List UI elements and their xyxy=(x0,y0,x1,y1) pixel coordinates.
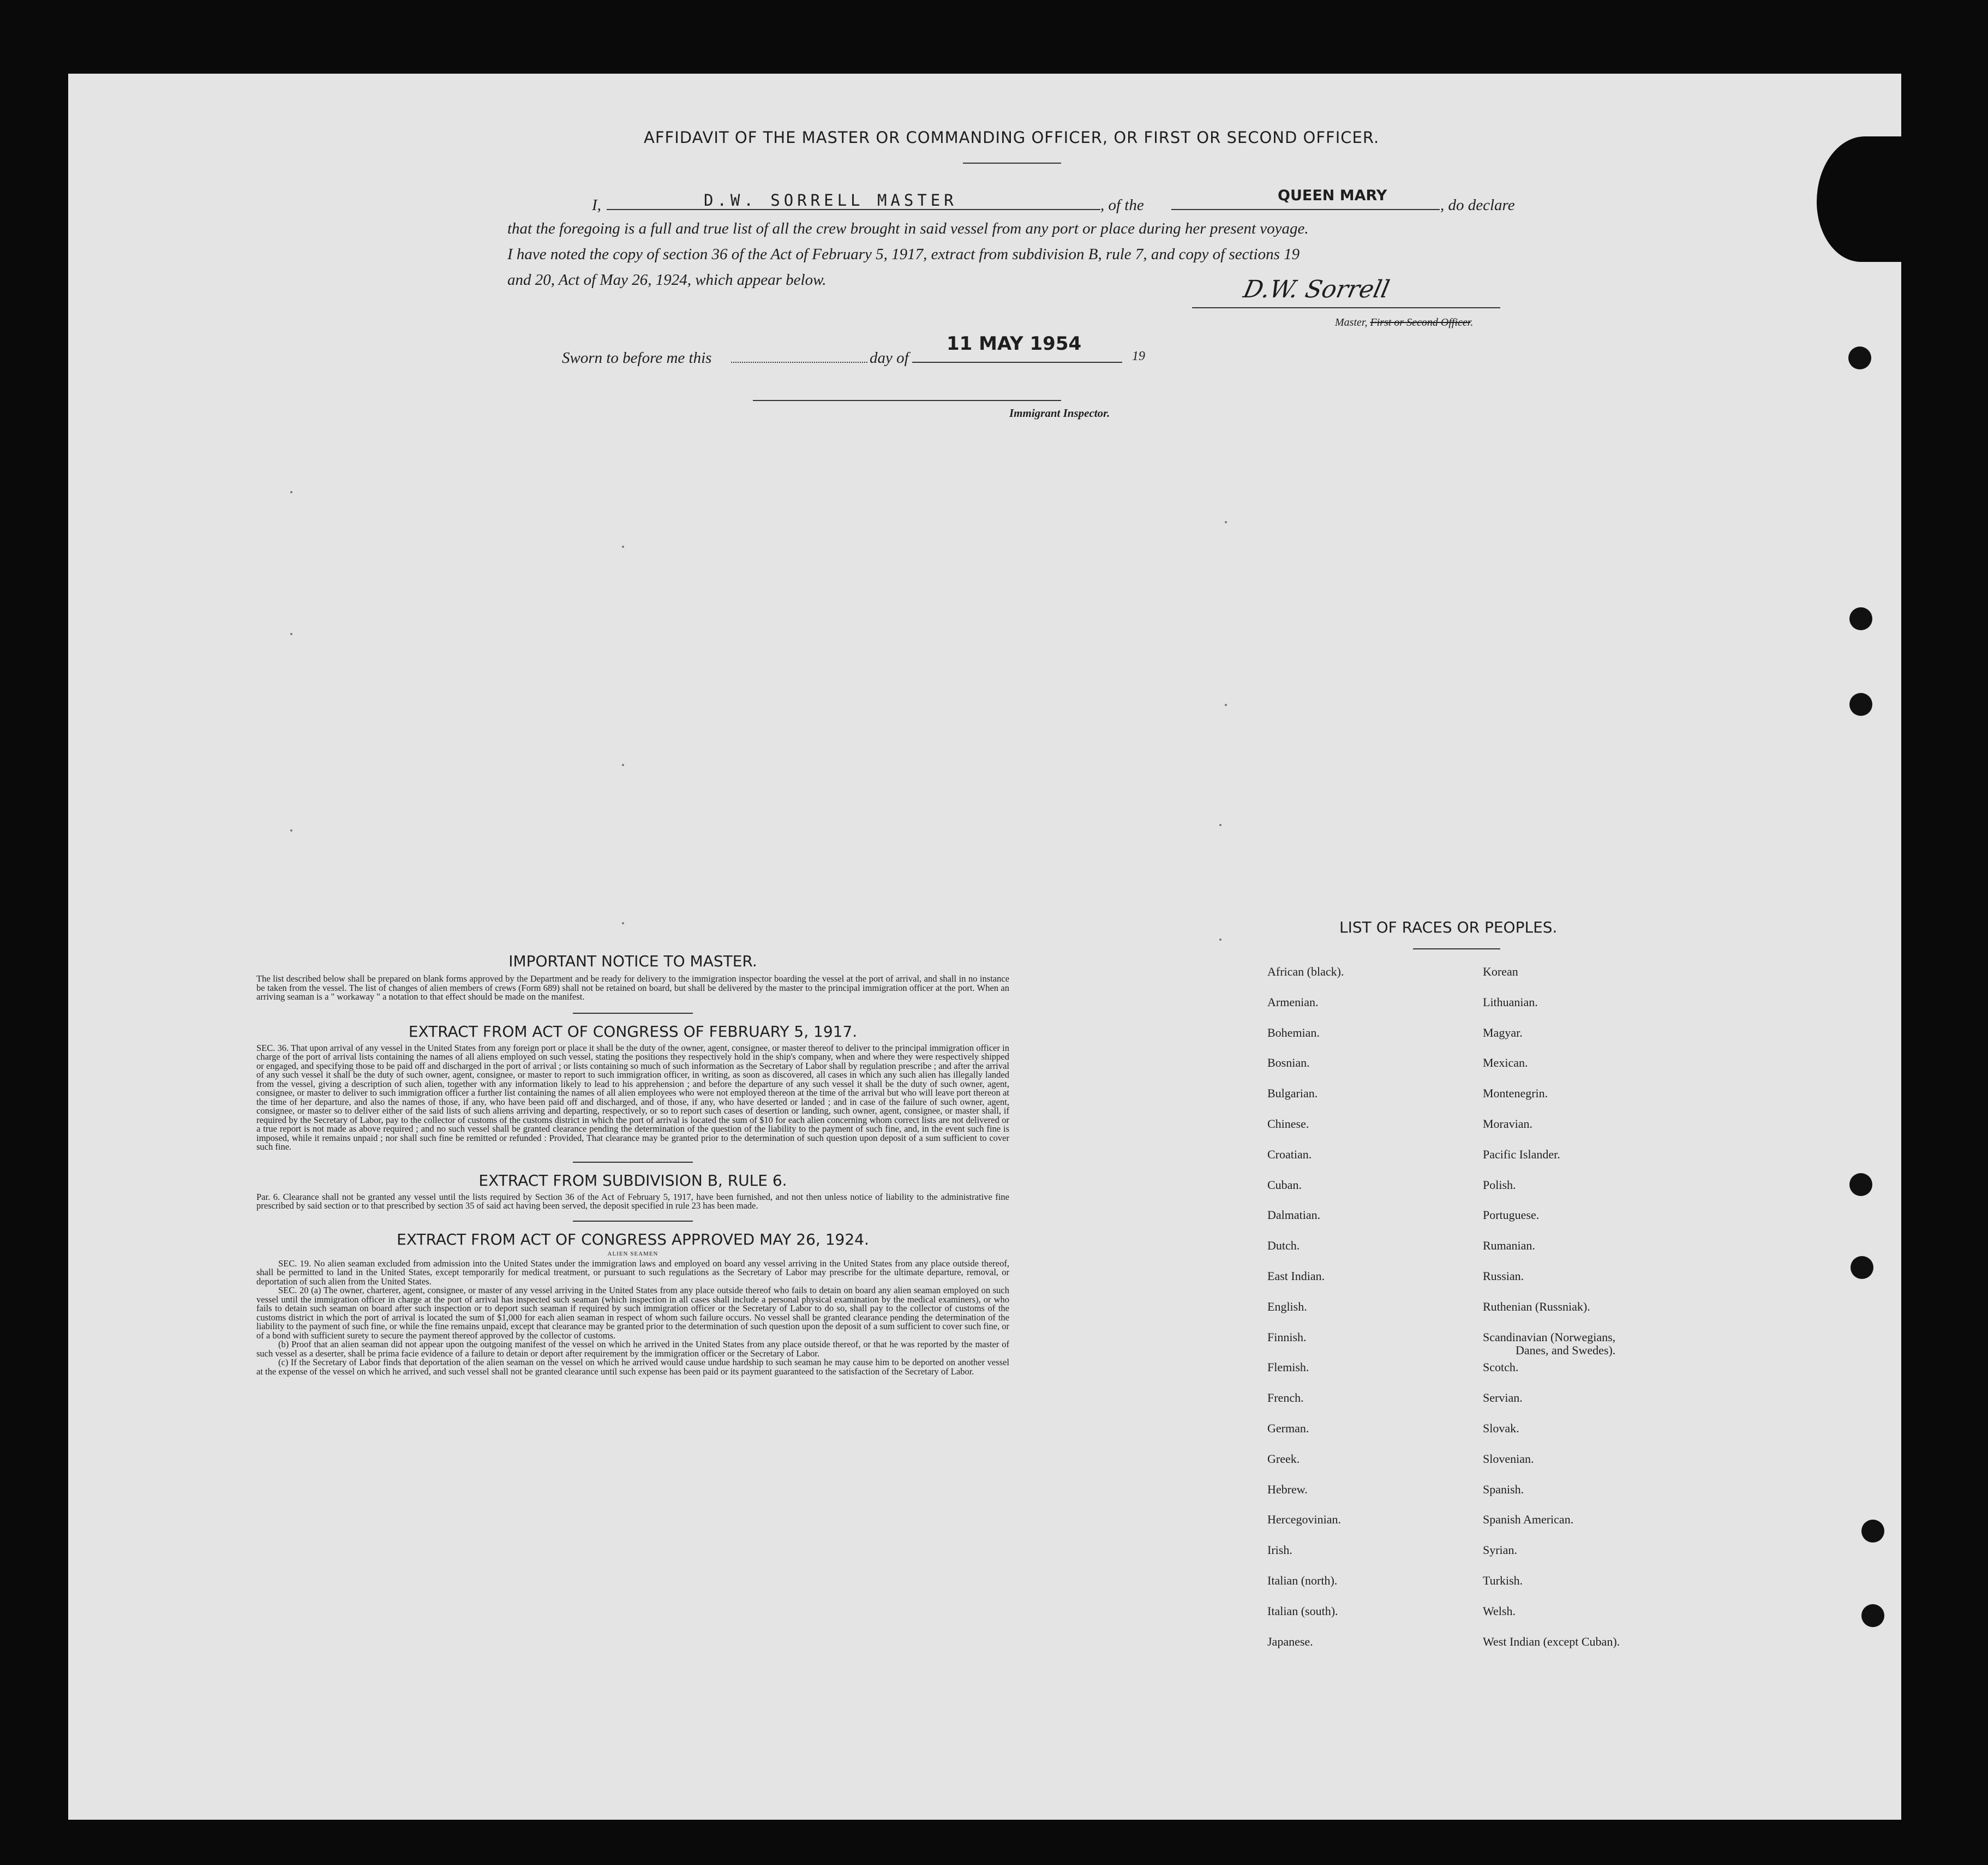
of-the-label: , of the xyxy=(1100,196,1144,214)
section-divider xyxy=(573,1013,693,1014)
form-mark xyxy=(622,764,624,766)
race-item: Lithuanian. xyxy=(1483,995,1538,1009)
signature-caption: Master, First or Second Officer. xyxy=(1335,316,1474,328)
races-title-rule xyxy=(1413,948,1500,949)
affidavit-line-3: I have noted the copy of section 36 of the Act of February 5, 1917, extract from subdivision B, rule 7, and copy of sections 19 xyxy=(507,246,1300,263)
master-signature[interactable]: D.W. Sorrell xyxy=(1241,276,1392,303)
race-item: Turkish. xyxy=(1483,1574,1523,1587)
form-mark xyxy=(1225,521,1227,523)
affidavit-title: AFFIDAVIT OF THE MASTER OR COMMANDING OFFICER, OR FIRST OR SECOND OFFICER. xyxy=(644,128,1380,147)
race-item: Bosnian. xyxy=(1267,1056,1310,1069)
day-of-label: day of xyxy=(870,349,909,367)
race-item: Welsh. xyxy=(1483,1604,1516,1618)
race-item: Spanish American. xyxy=(1483,1513,1574,1526)
form-mark xyxy=(1219,939,1221,941)
form-mark xyxy=(1219,824,1221,826)
race-item: Greek. xyxy=(1267,1452,1300,1466)
form-mark xyxy=(622,546,624,548)
vessel-name[interactable]: QUEEN MARY xyxy=(1278,187,1387,204)
punch-hole xyxy=(1851,1256,1873,1279)
race-item: West Indian (except Cuban). xyxy=(1483,1635,1620,1648)
struck-officer-label: First or Second Officer xyxy=(1370,316,1471,328)
race-item: Bulgarian. xyxy=(1267,1086,1318,1100)
punch-hole xyxy=(1849,607,1872,630)
race-item: Pacific Islander. xyxy=(1483,1147,1560,1161)
race-item: Polish. xyxy=(1483,1178,1516,1192)
race-item: Flemish. xyxy=(1267,1360,1309,1374)
races-title: LIST OF RACES OR PEOPLES. xyxy=(1339,918,1558,936)
inspector-label: Immigrant Inspector. xyxy=(1009,407,1110,420)
vessel-line xyxy=(1171,209,1440,210)
subdivision-b-title: EXTRACT FROM SUBDIVISION B, RULE 6. xyxy=(478,1171,787,1189)
race-item: East Indian. xyxy=(1267,1269,1325,1283)
extract-1924-body xyxy=(256,1259,1009,1377)
master-name[interactable]: D.W. SORRELL MASTER xyxy=(704,191,957,210)
race-item: Portuguese. xyxy=(1483,1208,1540,1222)
torn-corner xyxy=(1817,136,1909,262)
notices-column xyxy=(256,952,1009,1376)
notice-body: The list described below shall be prepared on blank forms approved by the Department and be ready for delivery to the immigration inspector boarding the vessel at the port of arrival, and shall in no instance be taken from the vessel. The list of changes of alien members of crews (Form 689) shall not be retained on board, but shall be delivered by the master to the principal immigration officer at the port. When an arriving seaman is a " workaway " a notation to that effect should be made on the manifest. xyxy=(256,973,1009,1002)
affidavit-line-4: and 20, Act of May 26, 1924, which appear below. xyxy=(507,271,827,289)
notice-title: IMPORTANT NOTICE TO MASTER. xyxy=(508,952,757,970)
extract-1917-title: EXTRACT FROM ACT OF CONGRESS OF FEBRUARY 5, 1917. xyxy=(408,1022,858,1041)
extract-1924-subtitle: ALIEN SEAMEN xyxy=(607,1250,658,1257)
race-item: Croatian. xyxy=(1267,1147,1312,1161)
form-mark xyxy=(290,491,292,493)
race-item: Scotch. xyxy=(1483,1360,1519,1374)
race-item: Scandinavian (Norwegians, xyxy=(1483,1330,1616,1344)
inspector-line xyxy=(753,400,1061,401)
race-item: Finnish. xyxy=(1267,1330,1307,1344)
race-item: Dalmatian. xyxy=(1267,1208,1321,1222)
race-item: Slovak. xyxy=(1483,1421,1519,1435)
race-item: Cuban. xyxy=(1267,1178,1302,1192)
subdivision-b-body: Par. 6. Clearance shall not be granted any vessel until the lists required by Section 36 of the Act of February 5, 1917, have been furnished, and not then unless notice of liability to the administrative fine prescribed by said section or to that prescribed by section 35 of said act having been served, the deposit specified in rule 23 has been made. xyxy=(256,1191,1009,1211)
punch-hole xyxy=(1849,693,1872,716)
sworn-label: Sworn to before me this xyxy=(562,349,712,367)
title-rule xyxy=(963,163,1061,164)
race-item: African (black). xyxy=(1267,965,1344,978)
race-item: French. xyxy=(1267,1391,1304,1404)
punch-hole xyxy=(1861,1604,1884,1627)
punch-hole xyxy=(1848,346,1871,369)
extract-1917-body: SEC. 36. That upon arrival of any vessel in the United States from any foreign port or place it shall be the duty of the owner, agent, consignee, or master thereof to deliver to the principal immigration officer in charge of the port of arrival lists containing the names of all aliens employed on such vessel, stating the positions they respectively hold in the ship's company, when and where they were respectively shipped or engaged, and specifying those to be paid off and discharged in the port of arrival ; or lists containing so much of such information as the Secretary of Labor shall by regulation prescribe ; and after the arrival of any such vessel it shall be the duty of such owner, agent, consignee, or master to report to such immigration officer, in writing, as soon as discovered, all cases in which any such alien has illegally landed from the vessel, giving a description of such alien, together with any information likely to lead to his apprehension ; and before the departure of any such vessel it shall be the duty of such owner, agent, consignee, or master to deliver to such immigration officer a further list containing the names of all alien employees who were not employed thereon at the time of the arrival but who will leave port thereon at the time of her departure, and also the names of those, if any, who have been paid off and discharged, and of those, if any, who have deserted or landed ; and in case of the failure of such owner, agent, consignee, or master so to deliver either of the said lists of such aliens arriving and departing, respectively, or so to report such cases of desertion or landing, such owner, agent, consignee, or master shall, if required by the Secretary of Labor, pay to the collector of customs of the customs district in which the port of arrival is located the sum of $10 for each alien concerning whom correct lists are not delivered or a true report is not made as above required ; and no such vessel shall be granted clearance pending the determination of the question of the liability to the payment of such fine, and, in the event such fine is imposed, while it remains unpaid ; nor shall such fine be remitted or refunded : Provided, That clearance may be granted prior to the determination of such question upon deposit of a sum sufficient to cover such fine. xyxy=(256,1042,1009,1152)
race-item: Italian (south). xyxy=(1267,1604,1338,1618)
race-item: Bohemian. xyxy=(1267,1026,1320,1039)
race-item: Chinese. xyxy=(1267,1117,1309,1131)
race-item: Moravian. xyxy=(1483,1117,1533,1131)
sworn-day-line xyxy=(731,362,867,363)
race-item: Korean xyxy=(1483,965,1518,978)
race-item: Servian. xyxy=(1483,1391,1523,1404)
race-item: Spanish. xyxy=(1483,1483,1524,1496)
race-item: Italian (north). xyxy=(1267,1574,1338,1587)
sec-20c-paragraph: (c) If the Secretary of Labor finds that deportation of the alien seaman on the vessel on which he arrived would cause undue hardship to such seaman he may cause him to be deported on another vessel at the expense of the vessel on which he arrived, and such vessel shall not be granted clearance until such expense has been paid or its payment guaranteed to the satisfaction of the Secretary of Labor. xyxy=(256,1357,1009,1377)
sec-20b-paragraph: (b) Proof that an alien seaman did not appear upon the outgoing manifest of the vessel on which he arrived in the United States from any place outside thereof, or that he was reported by the master of such vessel as a deserter, shall be prima facie evidence of a failure to detain or deport after requirement by the immigration officer or the Secretary of Labor. xyxy=(256,1339,1009,1359)
race-item: German. xyxy=(1267,1421,1309,1435)
race-item: Danes, and Swedes). xyxy=(1516,1343,1616,1357)
affidavit-i-label: I, xyxy=(592,196,601,214)
form-mark xyxy=(622,922,624,924)
race-item: Montenegrin. xyxy=(1483,1086,1548,1100)
race-item: Slovenian. xyxy=(1483,1452,1534,1466)
race-item: Hebrew. xyxy=(1267,1483,1308,1496)
sec-19-paragraph: SEC. 19. No alien seaman excluded from admission into the United States under the immigration laws and employed on board any vessel arriving in the United States from any place outside thereof, shall be permitted to land in the United States, except temporarily for medical treatment, or pursuant to such regulations as the Secretary of Labor may prescribe for the ultimate departure, removal, or deportation of such alien from the United States. xyxy=(256,1258,1009,1287)
race-item: English. xyxy=(1267,1300,1307,1313)
race-item: Dutch. xyxy=(1267,1239,1300,1252)
date-stamp[interactable]: 11 MAY 1954 xyxy=(947,333,1082,355)
punch-hole xyxy=(1849,1173,1872,1196)
form-mark xyxy=(290,633,292,635)
race-item: Syrian. xyxy=(1483,1543,1517,1557)
race-item: Armenian. xyxy=(1267,995,1319,1009)
race-item: Japanese. xyxy=(1267,1635,1313,1648)
affidavit-line-2: that the foregoing is a full and true list of all the crew brought in said vessel from any port or place during her present voyage. xyxy=(507,220,1309,237)
section-divider xyxy=(573,1221,693,1222)
master-label: Master, xyxy=(1335,316,1368,328)
form-mark xyxy=(290,829,292,832)
year-prefix: 19 xyxy=(1132,349,1145,363)
section-divider xyxy=(573,1162,693,1163)
race-item: Mexican. xyxy=(1483,1056,1528,1069)
race-item: Russian. xyxy=(1483,1269,1524,1283)
race-item: Irish. xyxy=(1267,1543,1292,1557)
punch-hole xyxy=(1861,1520,1884,1543)
race-item: Magyar. xyxy=(1483,1026,1523,1039)
race-item: Hercegovinian. xyxy=(1267,1513,1341,1526)
race-item: Ruthenian (Russniak). xyxy=(1483,1300,1590,1313)
do-declare-label: , do declare xyxy=(1440,196,1515,214)
date-line xyxy=(912,362,1122,363)
extract-1924-title: EXTRACT FROM ACT OF CONGRESS APPROVED MAY 26, 1924. xyxy=(397,1230,869,1248)
race-item: Rumanian. xyxy=(1483,1239,1535,1252)
signature-line xyxy=(1192,307,1500,308)
sec-20a-paragraph: SEC. 20 (a) The owner, charterer, agent, consignee, or master of any vessel arriving in the United States from any place outside thereof who fails to detain on board any alien seaman employed on such vessel until the immigration officer in charge at the port of arrival has inspected such seaman (which inspection in all cases shall include a personal physical examination by the medical examiners), or who fails to detain such seaman on board after such inspection or to deport such seaman if required by such immigration officer or the Secretary of Labor to do so, shall pay to the collector of customs of the customs district in which the port of arrival is located the sum of $1,000 for each alien seaman in respect of whom such failure occurs. No vessel shall be granted clearance pending the determination of the liability to the payment of such fine, or while the fine remains unpaid, except that clearance may be granted prior to the determination of such question upon the deposit of a sum sufficient to cover such fine, or of a bond with sufficient surety to secure the payment thereof approved by the collector of customs. xyxy=(256,1285,1009,1341)
form-mark xyxy=(1225,704,1227,706)
